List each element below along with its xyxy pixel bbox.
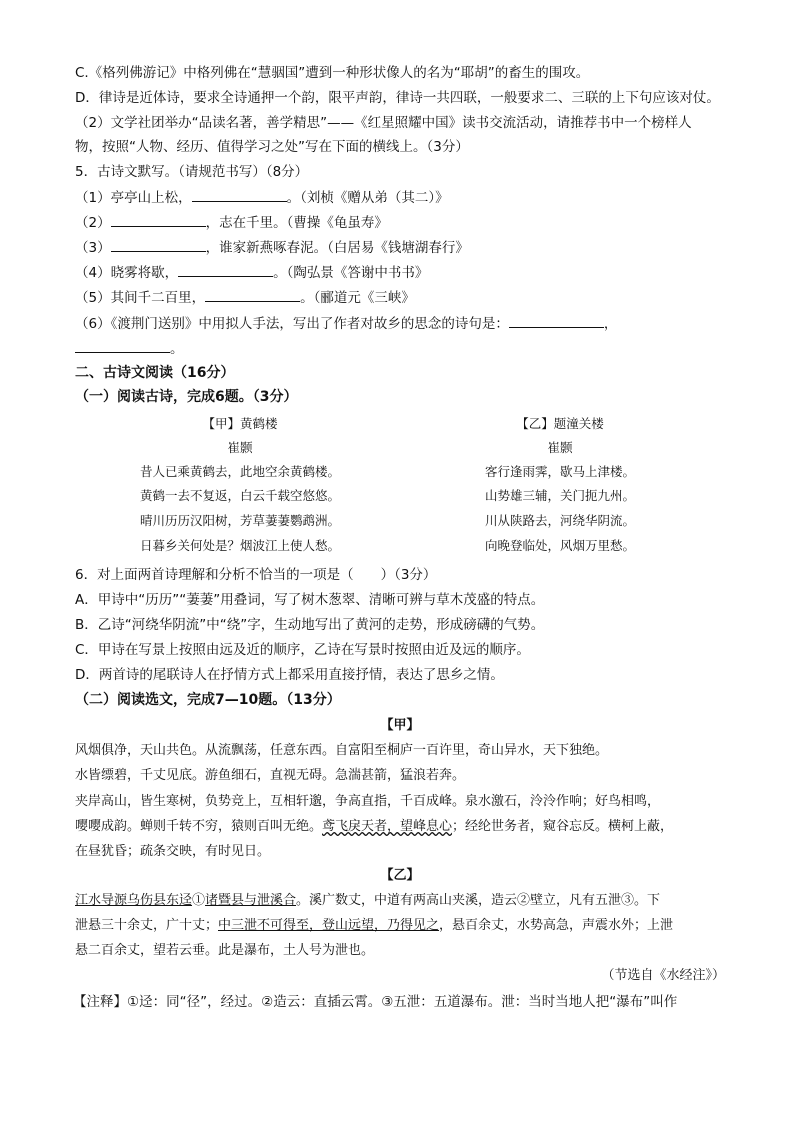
poem-a-line: 晴川历历汉阳树，芳草萋萋鹦鹉洲。: [139, 513, 340, 528]
q5-item-5-prefix: （5）其间千二百里，: [75, 290, 206, 306]
answer-blank[interactable]: [192, 187, 287, 202]
q5-item-2-prefix: （2）: [75, 215, 111, 231]
q5-item-4-suffix: 。（陶弘景《答谢中书书》: [273, 265, 429, 281]
passage-b-text: 。溪广数丈，中道有两高山夹溪，造云②壁立，凡有五泄③。下: [296, 893, 661, 908]
underlined-sentence: 中三泄不可得至，登山远望，乃得见之: [218, 918, 440, 933]
passage-a-text: 嘤嘤成韵。蝉则千转不穷，猿则百叫无绝。: [75, 819, 323, 834]
passage-a-p3-line3: 在昼犹昏；疏条交映，有时见日。: [75, 844, 271, 859]
passage-a-text: ；经纶世务者，窥谷忘反。横柯上蔽，: [452, 819, 674, 834]
annotation-note: 【注释】①迳：同“径”，经过。②造云：直插云霄。③五泄：五道瀑布。泄：当时当地人把“瀑布”叫作: [73, 994, 678, 1010]
q5-item-5-suffix: 。（郦道元《三峡》: [300, 290, 415, 306]
poem-b-line: 客行逢雨霁，歇马上津楼。: [484, 464, 635, 479]
q5-item-6-prefix: （6）《渡荆门送别》中用拟人手法，写出了作者对故乡的思念的诗句是：: [75, 316, 509, 332]
q5-item-4: [75, 262, 725, 283]
passage-a-p3-line1: 夹岸高山，皆生寒树，负势竞上，互相轩邈，争高直指，千百成峰。泉水激石，泠泠作响；好鸟相鸣，: [75, 794, 661, 809]
answer-blank[interactable]: [111, 212, 206, 227]
q5-item-6: [75, 313, 725, 334]
q5-item-4-prefix: （4）晓雾将歇，: [75, 265, 179, 281]
section-2-sub2: （二）阅读选文，完成7—10题。（13分）: [75, 692, 341, 708]
q5-item-6-comma: ，: [603, 316, 618, 332]
poem-a-line: 日暮乡关何处是？烟波江上使人愁。: [139, 538, 340, 553]
q4-part2-line2: 物，按照“人物、经历、值得学习之处”写在下面的横线上。（3分）: [75, 139, 469, 155]
passage-b-line2: [75, 916, 725, 936]
passage-b-text: ，悬百余丈，水势高急，声震水外；上泄: [439, 918, 674, 933]
poem-a-title: 【甲】黄鹤楼: [202, 416, 278, 431]
poem-a-line: 昔人已乘黄鹤去，此地空余黄鹤楼。: [139, 464, 340, 479]
q4-option-d: D．律诗是近体诗，要求全诗通押一个韵，限平声韵，律诗一共四联，一般要求二、三联的上下句应该对仗。: [75, 90, 720, 106]
passage-b-text: 泄悬三十余丈，广十丈；: [75, 918, 219, 933]
q5-item-1-prefix: （1）亭亭山上松，: [75, 190, 192, 206]
poem-b-author: 崔颢: [547, 440, 573, 455]
underlined-sentence: 诸暨县与泄溪合: [205, 893, 297, 908]
q5-item-5: [75, 287, 725, 308]
poem-b-title: 【乙】题潼关楼: [516, 416, 604, 431]
answer-blank[interactable]: [75, 338, 170, 353]
passage-a-p1: 风烟俱净，天山共色。从流飘荡，任意东西。自富阳至桐庐一百许里，奇山异水，天下独绝。: [75, 743, 609, 758]
q5-item-3-prefix: （3）: [75, 240, 111, 256]
answer-blank[interactable]: [178, 262, 273, 277]
passage-b-label: 【乙】: [380, 868, 420, 883]
passage-b-line1: [75, 891, 725, 911]
q5-item-6-end: 。: [170, 341, 184, 357]
q5-item-1-suffix: 。（刘桢《赠从弟（其二）》: [286, 190, 449, 206]
passage-a-p3-line2: [75, 817, 725, 837]
q6-stem: 6．对上面两首诗理解和分析不恰当的一项是（ ）（3分）: [75, 567, 437, 583]
underlined-sentence: 鸢飞戾天者，望峰息心: [322, 819, 453, 834]
section-2-sub1: （一）阅读古诗，完成6题。（3分）: [75, 389, 298, 405]
q5-item-3: [75, 237, 725, 258]
poem-a-line: 黄鹤一去不复返，白云千载空悠悠。: [139, 488, 340, 503]
q5-title: 5．古诗文默写。（请规范书写）（8分）: [75, 164, 309, 180]
poem-b-line: 川从陕路去，河绕华阴流。: [484, 513, 635, 528]
q4-part2-line1: （2）文学社团举办“品读名著，善学精思”——《红星照耀中国》读书交流活动，请推荐书中一个榜样人: [75, 115, 692, 131]
poem-a-author: 崔颢: [227, 440, 253, 455]
q6-option-d: D．两首诗的尾联诗人在抒情方式上都采用直接抒情，表达了思乡之情。: [75, 667, 504, 683]
passage-b-source: （节选自《水经注》）: [601, 968, 725, 983]
q5-item-3-suffix: ，谁家新燕啄春泥。（白居易《钱塘湖春行》: [205, 240, 469, 256]
answer-blank[interactable]: [205, 287, 300, 302]
passage-a-p2: 水皆缥碧，千丈见底。游鱼细石，直视无碍。急湍甚箭，猛浪若奔。: [75, 768, 466, 783]
q6-option-c: C．甲诗在写景上按照由远及近的顺序，乙诗在写景时按照由近及远的顺序。: [75, 642, 530, 658]
q5-item-6-cont: [75, 338, 725, 359]
passage-a-label: 【甲】: [380, 718, 420, 733]
answer-blank[interactable]: [111, 237, 206, 252]
poem-b-line: 山势雄三辅，关门扼九州。: [484, 488, 635, 503]
passage-b-line3: 悬二百余丈，望若云垂。此是瀑布，土人号为泄也。: [75, 943, 375, 958]
q4-option-c: C.《格列佛游记》中格列佛在“慧骃国”遭到一种形状像人的名为“耶胡”的畜生的围攻。: [75, 65, 590, 81]
answer-blank[interactable]: [509, 313, 604, 328]
q5-item-2: [75, 212, 725, 233]
q6-option-b: B．乙诗“河绕华阴流”中“绕”字，生动地写出了黄河的走势，形成磅礴的气势。: [75, 617, 545, 633]
poem-b-line: 向晚登临处，风烟万里愁。: [484, 538, 635, 553]
section-2-title: 二、古诗文阅读（16分）: [75, 365, 235, 381]
q6-option-a: A．甲诗中“历历”“萋萋”用叠词，写了树木葱翠、清晰可辨与草木茂盛的特点。: [75, 592, 545, 608]
footnote-marker: ①: [192, 893, 206, 908]
q5-item-2-suffix: ，志在千里。（曹操《龟虽寿》: [205, 215, 388, 231]
underlined-sentence: 江水导源乌伤县东迳: [75, 893, 193, 908]
q5-item-1: [75, 187, 725, 208]
